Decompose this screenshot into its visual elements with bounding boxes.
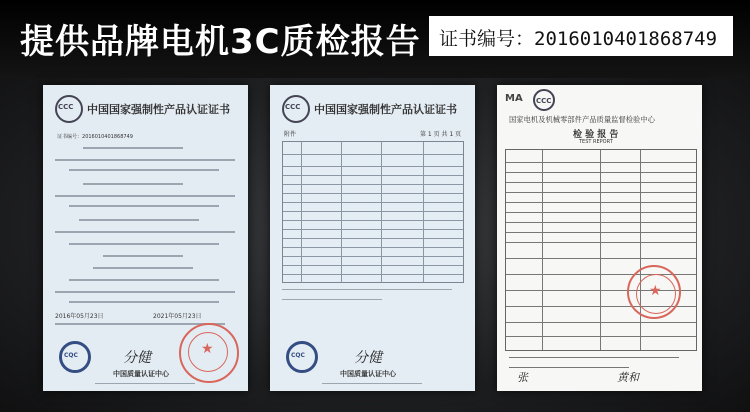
certificate-image-2	[270, 85, 475, 391]
annex-table	[282, 141, 464, 283]
ccc-logo-icon	[282, 95, 310, 123]
ccc-logo-icon	[55, 95, 83, 123]
signature: 黄和	[617, 371, 639, 384]
certificate-number-value: 2016010401868749	[534, 28, 718, 50]
certificate-number-box	[429, 16, 733, 56]
issue-date: 2016年05月23日	[55, 313, 104, 320]
official-seal	[179, 323, 239, 383]
report-table	[505, 149, 697, 351]
page-title: 提供品牌电机3C质检报告	[20, 22, 421, 62]
cqc-logo-icon	[59, 341, 91, 373]
page-label: 第 1 页 共 1 页	[420, 131, 462, 138]
report-title-en: TEST REPORT	[579, 139, 613, 145]
cqc-logo-icon	[286, 341, 318, 373]
signature: 张	[517, 371, 528, 384]
valid-date: 2021年05月23日	[153, 313, 202, 320]
certificate-image-1	[43, 85, 248, 391]
cma-logo: MA	[505, 93, 523, 104]
certificate-number-line: 证书编号：2016010401868749	[57, 134, 133, 140]
issuer-org: 中国质量认证中心	[340, 370, 396, 378]
signature: 分健	[123, 350, 151, 366]
test-center-name: 国家电机及机械零部件产品质量监督检验中心	[509, 115, 655, 124]
issuer-org: 中国质量认证中心	[113, 370, 169, 378]
certificate-number-label: 证书编号：	[439, 28, 535, 50]
report-seal	[627, 265, 681, 319]
report-title: 检 验 报 告	[573, 130, 619, 140]
cal-logo-icon	[533, 89, 555, 111]
certificate-title: 中国国家强制性产品认证证书	[314, 103, 457, 116]
test-report-image	[497, 85, 702, 391]
header-bar	[0, 0, 750, 78]
certificate-title: 中国国家强制性产品认证证书	[87, 103, 230, 116]
annex-label: 附件	[284, 131, 297, 138]
signature: 分健	[354, 350, 382, 366]
